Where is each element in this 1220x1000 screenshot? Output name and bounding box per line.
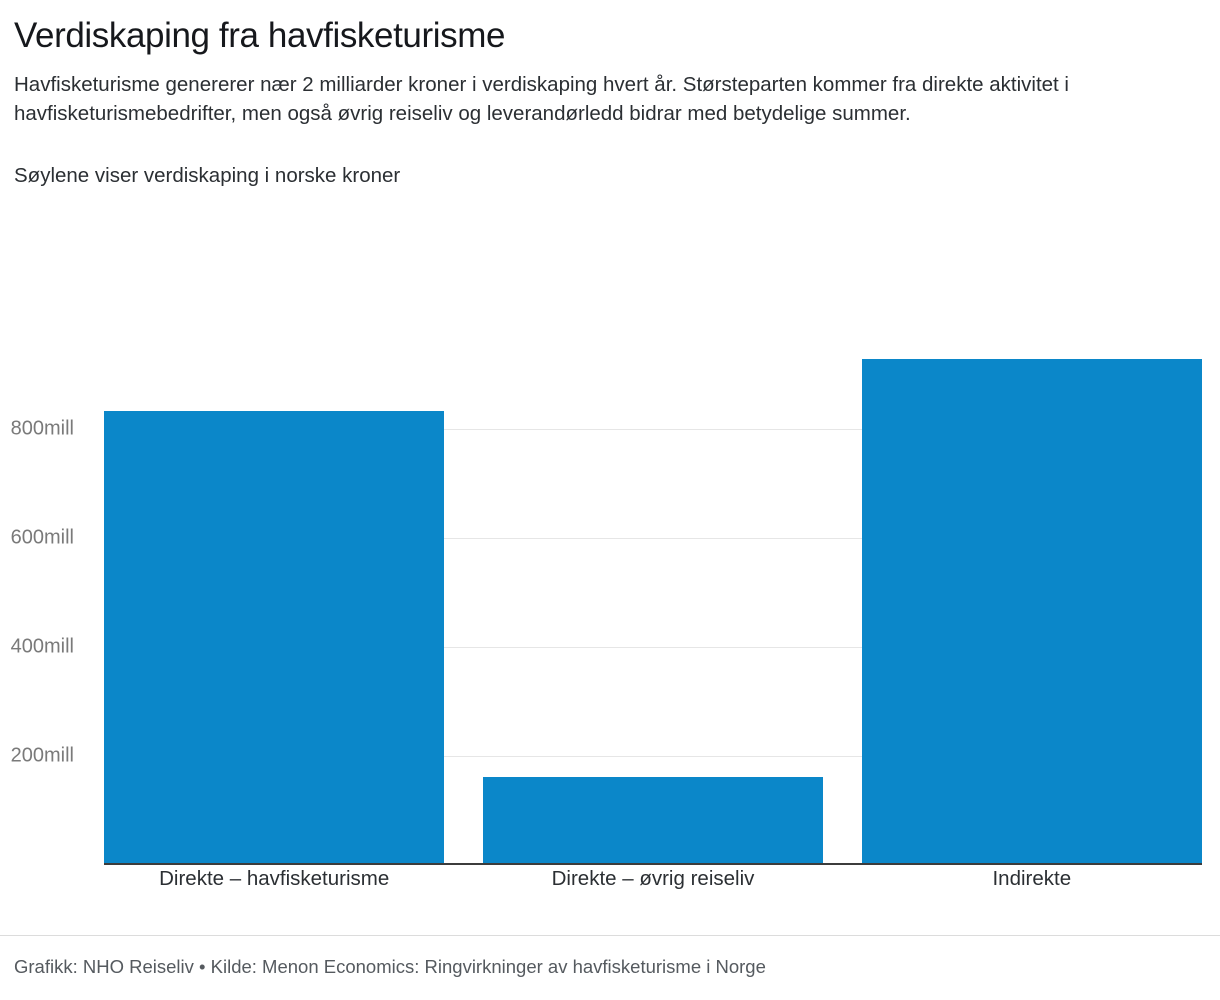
bar-series	[104, 320, 1202, 863]
bar-slot	[104, 320, 444, 863]
page-subtitle: Havfisketurisme genererer nær 2 milliarder kroner i verdiskaping hvert år. Størsteparten kommer fra direkte aktivitet i havfisketurismebedrifter, men også øvrig reiseliv og leverandørledd bidrar med betydelige summer.	[14, 73, 1069, 126]
bar[interactable]	[483, 777, 823, 863]
x-axis-label: Direkte – øvrig reiseliv	[551, 867, 755, 890]
footer-divider	[0, 935, 1220, 936]
bar-slot	[862, 320, 1202, 863]
x-axis-line	[104, 863, 1202, 865]
bar-chart	[0, 300, 1220, 920]
plot-area	[10, 320, 1202, 865]
y-axis-tick-label: 600mill	[10, 526, 74, 549]
bar[interactable]	[862, 359, 1202, 863]
x-axis-label: Indirekte	[992, 867, 1072, 890]
bar[interactable]	[104, 411, 444, 863]
y-axis-tick-label: 200mill	[10, 744, 74, 767]
x-axis-label: Direkte – havfisketurisme	[159, 867, 390, 890]
source-credit: Grafikk: NHO Reiseliv • Kilde: Menon Economics: Ringvirkninger av havfisketurisme i Norge	[14, 956, 766, 977]
y-axis-tick-label: 800mill	[10, 417, 74, 440]
bar-slot	[483, 320, 823, 863]
page-title: Verdiskaping fra havfisketurisme	[14, 16, 506, 55]
header	[0, 0, 1220, 191]
y-axis-tick-label: 400mill	[10, 635, 74, 658]
x-axis-labels	[104, 867, 1202, 891]
chart-note: Søylene viser verdiskaping i norske kroner	[14, 164, 401, 188]
